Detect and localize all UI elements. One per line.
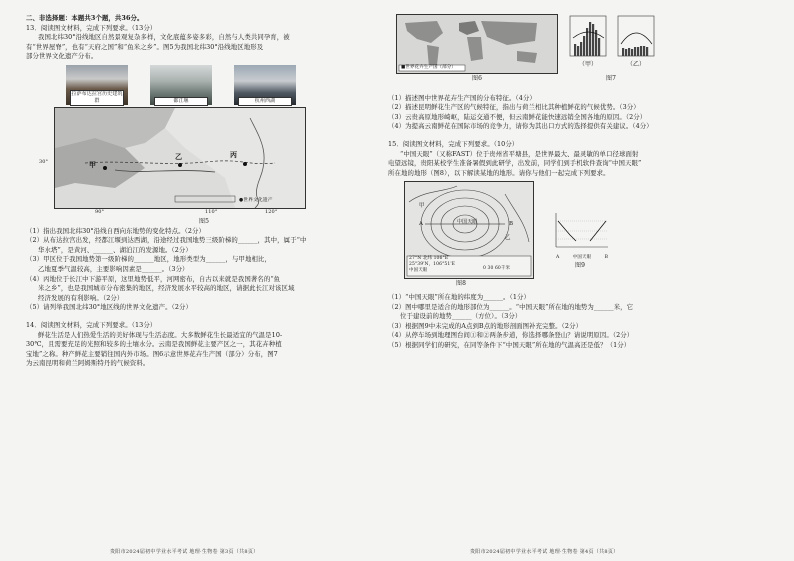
q15-questions <box>388 293 768 351</box>
q14-question: （4）为提高云南鲜花在国际市场的竞争力，请你为其出口方式的选择提供有关建议。（4分） <box>388 122 653 131</box>
q13-question: （2）从布达拉宫出发，经都江堰到达西湖，沿途经过我国地势三级阶梯的______，其中，属于“中 <box>26 236 307 245</box>
q14-title: 14．阅读图文材料，完成下列要求。（13分） <box>26 320 157 329</box>
figure9-block <box>534 181 610 289</box>
right-page <box>388 14 768 351</box>
map-label-lon120: 120° <box>265 208 278 215</box>
fig9-caption: B <box>604 255 608 261</box>
figure8-label: 图8 <box>455 280 467 288</box>
figure6-world-map <box>396 14 558 74</box>
q15-question: （3）根据图9中未完成的A点到B点的地形剖面图补充完整。（2分） <box>388 321 583 330</box>
q13-question: （4）丙地位于长江中下游平原，这里地势低平，河网密布，自古以来就是我国著名的“鱼 <box>26 274 281 283</box>
photo-west-lake <box>234 65 296 105</box>
map-label-lat30: 30° <box>39 158 49 165</box>
q15-intro-line: “中国天眼”（又称FAST）位于贵州省平塘县，是世界最大、最灵敏的单口径球面射 <box>400 149 639 158</box>
q15-question: 位于建设前的地势______（方位）。（3分） <box>400 312 522 321</box>
q15-intro-line: 所在地的地形（图8），以下解读某地的地形。请你与他们一起完成下列要求。 <box>388 168 610 177</box>
q14-intro-line: 鲜花生活是人们热爱生活的美好体现与生活态度。大多数鲜花生长最适宜的气温是10- <box>38 330 283 339</box>
figure9-label: 图9 <box>574 262 586 270</box>
section-title: 二、非选择题：本题共3个题，共36分。 <box>26 14 144 22</box>
map-label-bing: 丙 <box>230 149 238 159</box>
q13-intro-line: 我国北纬30°沿线地区自然景观复杂多样，文化底蕴多姿多彩，自然与人类共同孕育，被 <box>38 33 290 42</box>
fig9-axis-captions <box>550 255 610 261</box>
map-label-jia: 甲 <box>89 159 97 169</box>
q13-question: 米之乡”，也是我国城市分布密集的地区，经济发展水平较高的地区，请据此长江对该区域 <box>38 284 295 293</box>
fig8-info: 中国天眼 <box>409 268 428 274</box>
fig8-label-jia: 甲 <box>419 203 425 210</box>
figure8-block <box>388 181 534 289</box>
fig8-label-b: B <box>509 221 514 228</box>
fig8-label-a: A <box>419 221 424 228</box>
left-page <box>26 14 382 369</box>
fig8-info: 25°39'N，106°51'E <box>409 262 456 268</box>
q14-question: （1）描述图中世界花卉生产国的分布特征。（4分） <box>388 93 536 102</box>
photo-potala <box>66 65 128 105</box>
q13-question: 乙地夏季气温较高，主要影响因素是______。（3分） <box>38 264 189 273</box>
photo-row <box>66 65 382 105</box>
figure5-map <box>39 107 306 215</box>
map-label-yi: 乙 <box>175 151 183 161</box>
map-label-lon110: 110° <box>205 208 218 215</box>
q13-question: （5）请列举我国北纬30°地区线的世界文化遗产。（2分） <box>26 303 193 312</box>
q14-intro-line: 宝地”之称。种产鲜花主要销往国内外市场。图6示意世界花卉生产国（部分）分布，图7 <box>26 349 278 358</box>
fig9-caption: 中国天眼 <box>572 255 592 261</box>
q15-question: （4）从停车场到地理图台间①和②两条步道，你选择哪条登山？请说明原因。（2分） <box>388 331 634 340</box>
figure8-contour-map <box>404 181 534 279</box>
figure5-label: 图5 <box>198 217 210 225</box>
q15-question: （1）“中国天眼”所在地的纬度为______。（1分） <box>388 292 530 301</box>
fig8-info: 27°N 北纬 106°E <box>409 256 449 262</box>
q13-question: （3）甲区位于我国地势第一级阶梯的______地区，地形类型为______，与甲地相比， <box>26 255 271 264</box>
figure6-label: 图6 <box>471 75 483 82</box>
q13-intro-line: 部分世界文化遗产分布。 <box>26 52 98 61</box>
climate-chart-jia <box>568 14 608 66</box>
q14-question: （2）描述昆明鲜花生产区的气候特征，指出与荷兰相比其种植鲜花的气候优势。（3分） <box>388 103 640 112</box>
photo-dujiangyan <box>150 65 212 105</box>
fig7-caption: （甲） <box>578 61 598 68</box>
fig8-label-yi: 乙 <box>505 235 511 242</box>
q13-question: 华水塔”，是黄河、______、湖泊江的发源地。（2分） <box>38 245 192 254</box>
q15-title: 15．阅读图文材料，完成下列要求。（10分） <box>388 139 519 148</box>
q14-intro-line: 30℃，且需要充足的光照和较多的土壤水分。云南是我国鲜花主要产区之一，其花卉种植 <box>26 340 282 349</box>
right-footer: 贵阳市2024届初中学业水平考试 地理·生物卷 第4页（共8页） <box>470 549 619 555</box>
profile-svg <box>550 211 610 255</box>
figures-8-9 <box>388 181 768 289</box>
fig6-legend: ■世界花卉生产国（部分） <box>401 65 456 70</box>
photo-caption: 拉萨布达拉宫历史建筑群 <box>71 90 123 104</box>
figures-6-7 <box>396 14 768 84</box>
q14-questions <box>388 94 768 132</box>
q15-question: （2）图中哪里是适合的地形部位为______。“中国天眼”所在地的地势为______米，它 <box>388 302 634 311</box>
left-footer: 贵阳市2024届初中学业水平考试 地理·生物卷 第3页（共8页） <box>110 549 259 555</box>
fig7-caption: （乙） <box>626 61 646 68</box>
climate-chart-yi <box>616 14 656 66</box>
q13-question: （1）指出我国北纬30°沿线自西向东地势的变化特点。（2分） <box>26 226 206 235</box>
q14-intro-line: 为云南昆明和荷兰阿姆斯特丹的气候资料。 <box>26 359 150 368</box>
fig8-scale: 0 30 60千米 <box>483 266 511 272</box>
photo-caption: 都江堰 <box>154 97 208 106</box>
q13-intro-line: 有“世界屋脊”，也有“天府之国”和“鱼米之乡”。图5为我国北纬30°沿线地区地形及 <box>26 42 264 51</box>
q15-question: （5）根据同学们的研究，在同等条件下“中国天眼”所在地的气温高还是低？（1分） <box>388 340 631 349</box>
map-legend: ●世界文化遗产 <box>239 197 273 203</box>
fig8-label-fast: 中国天眼 <box>457 219 478 226</box>
q15-intro-line: 电望远镜，贵阳某校学生准备暑假到此研学，出发前，同学们到手机软件查询“中国天眼” <box>388 159 642 168</box>
figure7-label: 图7 <box>606 75 617 82</box>
q13-title: 13．阅读图文材料，完成下列要求。（13分） <box>26 23 157 32</box>
figure7-block <box>568 14 656 84</box>
figure6-block <box>396 14 558 84</box>
map-label-lon90: 90° <box>95 208 105 215</box>
photo-caption: 杭州西湖 <box>238 97 292 106</box>
fig9-caption: A <box>556 255 560 261</box>
q13-question: 经济发展的有利影响。（2分） <box>38 293 124 302</box>
figure9-profile <box>550 211 610 261</box>
q14-question: （3）云贵高原地形崎岖，陆运交通不便，但云南鲜花能快速远销全国各地的原因。（2分） <box>388 112 647 121</box>
